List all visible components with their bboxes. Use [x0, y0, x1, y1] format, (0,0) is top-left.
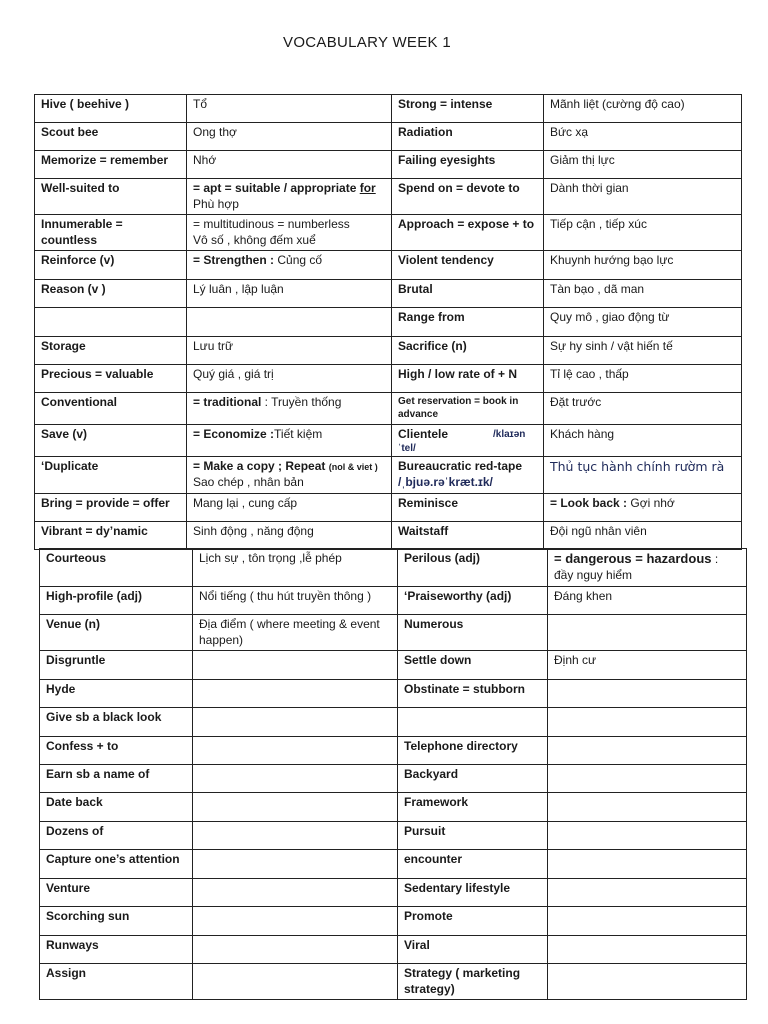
term-cell: Perilous (adj): [398, 549, 548, 587]
term-cell: Earn sb a name of: [40, 765, 193, 793]
definition-cell: [548, 708, 747, 737]
definition-cell: Địa điểm ( where meeting & event happen): [193, 615, 398, 651]
term-cell: Venue (n): [40, 615, 193, 651]
definition-cell: [187, 457, 392, 493]
term-cell: Strategy ( marketing strategy): [398, 964, 548, 1000]
table-row: [40, 549, 747, 587]
definition-cell: Quý giá , giá trị: [187, 365, 392, 393]
table-row: [35, 151, 742, 179]
definition-cell: [187, 393, 392, 425]
pronunciation: /klaɪən ˈtel/: [398, 429, 526, 454]
table-row: [40, 680, 747, 708]
definition-synonyms: = Economize :: [193, 427, 275, 442]
definition-meaning: đầy nguy hiểm: [554, 567, 633, 582]
table-row: [35, 393, 742, 425]
definition-cell: Đáng khen: [548, 587, 747, 615]
term-cell: Numerous: [398, 615, 548, 651]
term-cell: Brutal: [392, 280, 544, 308]
term-cell: Radiation: [392, 123, 544, 151]
term-cell: Obstinate = stubborn: [398, 680, 548, 708]
definition-cell: [548, 907, 747, 936]
definition-cell: [193, 651, 398, 680]
term-cell: Spend on = devote to: [392, 179, 544, 215]
term-cell: Dozens of: [40, 822, 193, 850]
vocabulary-table-1: [34, 94, 742, 550]
term-cell: Reason (v ): [35, 280, 187, 308]
definition-cell: Mang lại , cung cấp: [187, 493, 392, 521]
definition-cell: Ong thợ: [187, 123, 392, 151]
definition-cell: Tỉ lệ cao , thấp: [544, 365, 742, 393]
term-cell: Bring = provide = offer: [35, 493, 187, 521]
definition-cell: [187, 251, 392, 280]
term-cell: High / low rate of + N: [392, 365, 544, 393]
term-cell: Waitstaff: [392, 521, 544, 549]
term-cell: Date back: [40, 793, 193, 822]
definition-cell: Thủ tục hành chính rườm rà: [544, 457, 742, 493]
definition-preposition: for: [359, 181, 376, 195]
table-row: [40, 651, 747, 680]
term-cell: Promote: [398, 907, 548, 936]
table-row: [35, 95, 742, 123]
definition-cell: Nhớ: [187, 151, 392, 179]
definition-cell: [548, 680, 747, 708]
definition-cell: Lưu trữ: [187, 337, 392, 365]
definition-synonyms: = Strengthen :: [193, 253, 275, 268]
definition-meaning: Tiết kiệm: [274, 427, 323, 442]
definition-cell: [548, 850, 747, 879]
definition-cell: [193, 936, 398, 964]
definition-cell: [548, 765, 747, 793]
term-cell: Settle down: [398, 651, 548, 680]
definition-cell: [193, 793, 398, 822]
definition-synonyms: = dangerous = hazardous: [554, 551, 712, 566]
term-cell: Assign: [40, 964, 193, 1000]
definition-cell: [548, 549, 747, 587]
term-cell: ‘Duplicate: [35, 457, 187, 493]
definition-cell: Sự hy sinh / vật hiến tế: [544, 337, 742, 365]
pronunciation: /ˌbjuə.rəˈkræt.ɪk/: [398, 474, 493, 489]
definition-synonyms: = traditional: [193, 395, 262, 410]
definition-cell: Khách hàng: [544, 425, 742, 457]
definition-cell: [193, 765, 398, 793]
table-row: [35, 457, 742, 493]
definition-synonyms: = multitudinous = numberless: [193, 217, 350, 232]
term-cell: Failing eyesights: [392, 151, 544, 179]
definition-cell: Nổi tiếng ( thu hút truyền thông ): [193, 587, 398, 615]
page-title: VOCABULARY WEEK 1: [283, 34, 451, 51]
term-cell: Get reservation = book in advance: [392, 393, 544, 425]
table-row: [40, 737, 747, 765]
definition-synonyms: = apt = suitable / appropriate: [193, 181, 360, 195]
definition-cell: Sinh động , năng động: [187, 521, 392, 549]
definition-cell: [193, 680, 398, 708]
definition-cell: [193, 907, 398, 936]
table-row: [35, 521, 742, 549]
term-cell: Innumerable = countless: [35, 215, 187, 251]
term-cell: Storage: [35, 337, 187, 365]
definition-cell: Giảm thị lực: [544, 151, 742, 179]
term-cell: Backyard: [398, 765, 548, 793]
definition-cell: [548, 879, 747, 907]
term-cell: [392, 425, 544, 457]
definition-meaning: Sao chép , nhân bản: [193, 474, 304, 489]
term-cell: Pursuit: [398, 822, 548, 850]
definition-cell: Mãnh liệt (cường độ cao): [544, 95, 742, 123]
term-cell: Sedentary lifestyle: [398, 879, 548, 907]
definition-separator: :: [711, 552, 719, 566]
term-cell: Framework: [398, 793, 548, 822]
table-row: [40, 615, 747, 651]
definition-cell: Dành thời gian: [544, 179, 742, 215]
term-cell: Hyde: [40, 680, 193, 708]
definition-synonyms: = Look back :: [550, 495, 628, 510]
definition-meaning: Phù hợp: [193, 196, 239, 211]
term-cell: Scorching sun: [40, 907, 193, 936]
term-cell: Give sb a black look: [40, 708, 193, 737]
definition-meaning: Gợi nhớ: [627, 495, 675, 510]
definition-cell: [548, 936, 747, 964]
table-row: [40, 793, 747, 822]
definition-cell: [193, 850, 398, 879]
definition-cell: Đặt trước: [544, 393, 742, 425]
term-cell: Courteous: [40, 549, 193, 587]
term-cell: Capture one’s attention: [40, 850, 193, 879]
definition-cell: Định cư: [548, 651, 747, 680]
term-cell: Telephone directory: [398, 737, 548, 765]
definition-cell: [548, 822, 747, 850]
term-cell: Reinforce (v): [35, 251, 187, 280]
table-row: [35, 215, 742, 251]
table-row: [35, 123, 742, 151]
definition-cell: Lý luân , lập luận: [187, 280, 392, 308]
term-cell: [398, 708, 548, 737]
definition-cell: Lịch sự , tôn trọng ,lễ phép: [193, 549, 398, 587]
definition-cell: [187, 179, 392, 215]
definition-cell: [193, 879, 398, 907]
vocabulary-table-2: [39, 548, 747, 1000]
definition-note: (nol & viet ): [328, 462, 378, 473]
term-cell: Venture: [40, 879, 193, 907]
table-row: [35, 308, 742, 337]
table-row: [35, 493, 742, 521]
table-row: [40, 964, 747, 1000]
term-cell: Runways: [40, 936, 193, 964]
definition-meaning: Vô số , không đếm xuể: [193, 232, 316, 247]
term-cell: [35, 308, 187, 337]
table-row: [35, 337, 742, 365]
definition-meaning: Củng cố: [274, 253, 323, 268]
definition-cell: Bức xạ: [544, 123, 742, 151]
definition-cell: Quy mô , giao động từ: [544, 308, 742, 337]
definition-cell: [548, 964, 747, 1000]
term-cell: Scout bee: [35, 123, 187, 151]
table-row: [35, 365, 742, 393]
term-cell: [392, 457, 544, 493]
term-word: Clientele: [398, 427, 449, 442]
term-cell: Strong = intense: [392, 95, 544, 123]
table-row: [40, 936, 747, 964]
definition-cell: Tiếp cận , tiếp xúc: [544, 215, 742, 251]
term-cell: Sacrifice (n): [392, 337, 544, 365]
definition-cell: [193, 737, 398, 765]
definition-cell: [187, 215, 392, 251]
definition-cell: [193, 822, 398, 850]
table-row: [35, 179, 742, 215]
term-cell: Approach = expose + to: [392, 215, 544, 251]
term-cell: Hive ( beehive ): [35, 95, 187, 123]
table-row: [40, 587, 747, 615]
table-row: [40, 879, 747, 907]
definition-cell: [187, 308, 392, 337]
table-row: [40, 765, 747, 793]
table-row: [35, 425, 742, 457]
definition-cell: [548, 615, 747, 651]
term-cell: Memorize = remember: [35, 151, 187, 179]
term-cell: Save (v): [35, 425, 187, 457]
term-cell: Conventional: [35, 393, 187, 425]
definition-cell: [544, 493, 742, 521]
definition-cell: [193, 708, 398, 737]
definition-cell: [548, 793, 747, 822]
table-row: [35, 251, 742, 280]
term-cell: Range from: [392, 308, 544, 337]
table-row: [35, 280, 742, 308]
definition-meaning: : Truyền thống: [261, 395, 342, 410]
term-cell: ‘Praiseworthy (adj): [398, 587, 548, 615]
term-cell: Precious = valuable: [35, 365, 187, 393]
term-cell: Confess + to: [40, 737, 193, 765]
term-cell: High-profile (adj): [40, 587, 193, 615]
term-cell: Viral: [398, 936, 548, 964]
term-cell: Violent tendency: [392, 251, 544, 280]
definition-cell: Tàn bạo , dã man: [544, 280, 742, 308]
definition-synonyms: = Make a copy ; Repeat: [193, 459, 329, 474]
term-word: Bureaucratic red-tape: [398, 459, 523, 474]
table-row: [40, 822, 747, 850]
definition-cell: [193, 964, 398, 1000]
definition-cell: Tổ: [187, 95, 392, 123]
table-row: [40, 907, 747, 936]
term-cell: Reminisce: [392, 493, 544, 521]
definition-cell: Đội ngũ nhân viên: [544, 521, 742, 549]
definition-cell: [548, 737, 747, 765]
definition-cell: [187, 425, 392, 457]
term-cell: Well-suited to: [35, 179, 187, 215]
term-cell: Vibrant = dy’namic: [35, 521, 187, 549]
table-row: [40, 708, 747, 737]
term-cell: encounter: [398, 850, 548, 879]
table-row: [40, 850, 747, 879]
definition-cell: Khuynh hướng bạo lực: [544, 251, 742, 280]
term-cell: Disgruntle: [40, 651, 193, 680]
